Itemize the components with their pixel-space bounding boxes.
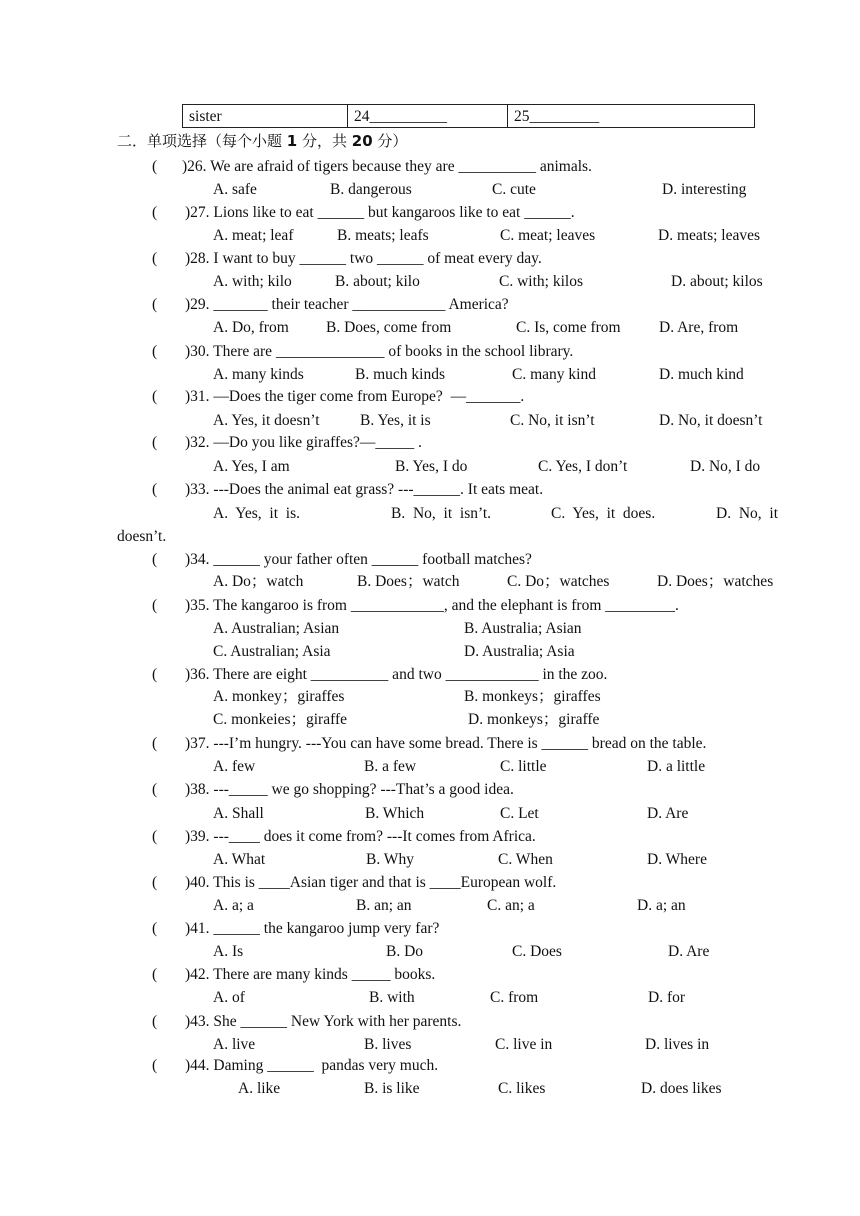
option-b[interactable]: B. an; an: [356, 897, 412, 914]
option-a[interactable]: A. a; a: [213, 897, 254, 914]
option-a[interactable]: A. Is: [213, 943, 244, 960]
option-b[interactable]: B. Yes, I do: [395, 458, 468, 475]
option-b[interactable]: B. Yes, it is: [360, 412, 431, 429]
question-stem: )43. She ______ New York with her parents.: [185, 1013, 462, 1030]
question-stem: )27. Lions like to eat ______ but kangaroos like to eat ______.: [185, 204, 575, 221]
option-c[interactable]: C. live in: [495, 1036, 553, 1053]
option-b[interactable]: B. Do: [386, 943, 424, 960]
question-stem: )39. ---____ does it come from? ---It comes from Africa.: [185, 828, 536, 845]
option-a[interactable]: A. many kinds: [213, 366, 304, 383]
option-b[interactable]: B. with: [369, 989, 415, 1006]
question-paren[interactable]: (: [152, 158, 158, 175]
option-b[interactable]: B. much kinds: [355, 366, 445, 383]
question-paren[interactable]: (: [152, 434, 158, 451]
option-c[interactable]: C. When: [498, 851, 553, 868]
question-stem: )31. —Does the tiger come from Europe? —_______.: [185, 388, 525, 405]
question-paren[interactable]: (: [152, 1057, 158, 1074]
question-paren[interactable]: (: [152, 666, 158, 683]
option-d[interactable]: D. Are, from: [659, 319, 739, 336]
question-paren[interactable]: (: [152, 1013, 158, 1030]
option-c[interactable]: C. many kind: [512, 366, 596, 383]
option-b[interactable]: B. a few: [364, 758, 417, 775]
section-heading-text: 二．单项选择（每个小题: [117, 132, 287, 150]
option-d[interactable]: D. No, I do: [690, 458, 761, 475]
option-c[interactable]: C. Yes, I don’t: [538, 458, 628, 475]
option-c[interactable]: C. little: [500, 758, 547, 775]
option-b[interactable]: B. Does, come from: [326, 319, 452, 336]
question-stem: )26. We are afraid of tigers because they are __________ animals.: [182, 158, 592, 175]
option-c[interactable]: C. Does: [512, 943, 562, 960]
option-c[interactable]: C. cute: [492, 181, 536, 198]
question-paren[interactable]: (: [152, 551, 158, 568]
question-stem: )34. ______ your father often ______ football matches?: [185, 551, 532, 568]
option-d[interactable]: D. No, it doesn’t: [659, 412, 763, 429]
section-heading-text: 分）: [372, 132, 408, 150]
option-c[interactable]: C. Do；watches: [507, 573, 610, 590]
option-a[interactable]: A. Yes, I am: [213, 458, 290, 475]
option-d[interactable]: D. monkeys；giraffe: [468, 711, 600, 728]
question-stem: )37. ---I’m hungry. ---You can have some bread. There is ______ bread on the table.: [185, 735, 707, 752]
section-heading-text: 分，共: [297, 132, 352, 150]
option-d[interactable]: D. Where: [647, 851, 707, 868]
option-c[interactable]: C. Is, come from: [516, 319, 621, 336]
question-paren[interactable]: (: [152, 781, 158, 798]
question-stem: )36. There are eight __________ and two ____________ in the zoo.: [185, 666, 608, 683]
option-b[interactable]: B. lives: [364, 1036, 412, 1053]
option-a[interactable]: A. live: [213, 1036, 256, 1053]
section-points: 1: [286, 132, 298, 150]
question-paren[interactable]: (: [152, 828, 158, 845]
option-d[interactable]: D. much kind: [659, 366, 744, 383]
option-a[interactable]: A. Shall: [213, 805, 264, 822]
question-stem: )30. There are ______________ of books in the school library.: [185, 343, 574, 360]
option-b[interactable]: B. Does；watch: [357, 573, 460, 590]
option-d[interactable]: D. Does；watches: [657, 573, 774, 590]
question-paren[interactable]: (: [152, 920, 158, 937]
option-d[interactable]: D. does likes: [641, 1080, 722, 1097]
table-cell: sister: [183, 105, 348, 128]
option-b[interactable]: B. Why: [366, 851, 414, 868]
question-stem: )41. ______ the kangaroo jump very far?: [185, 920, 440, 937]
option-d[interactable]: D. a; an: [637, 897, 686, 914]
question-stem: )44. Daming ______ pandas very much.: [185, 1057, 439, 1074]
option-b[interactable]: B. meats; leafs: [337, 227, 429, 244]
question-paren[interactable]: (: [152, 388, 158, 405]
option-d[interactable]: D. about; kilos: [671, 273, 763, 290]
answer-table: [182, 104, 755, 128]
option-b[interactable]: B. about; kilo: [335, 273, 420, 290]
option-b[interactable]: B. Which: [365, 805, 425, 822]
option-d[interactable]: D. interesting: [662, 181, 747, 198]
option-a[interactable]: A. safe: [213, 181, 257, 198]
table-cell: 24__________: [348, 105, 508, 128]
option-a[interactable]: A. with; kilo: [213, 273, 292, 290]
question-stem: )38. ---_____ we go shopping? ---That’s a good idea.: [185, 781, 514, 798]
section-total: 20: [351, 132, 373, 150]
option-a[interactable]: A. Do；watch: [213, 573, 304, 590]
question-paren[interactable]: (: [152, 481, 158, 498]
option-d[interactable]: D. lives in: [645, 1036, 710, 1053]
question-paren[interactable]: (: [152, 296, 158, 313]
question-paren[interactable]: (: [152, 735, 158, 752]
option-a[interactable]: A. meat; leaf: [213, 227, 294, 244]
option-a[interactable]: A. What: [213, 851, 266, 868]
option-d[interactable]: D. a little: [647, 758, 706, 775]
option-d-wrap: doesn’t.: [117, 528, 167, 545]
question-stem: )35. The kangaroo is from ____________, and the elephant is from _________.: [185, 597, 679, 614]
question-paren[interactable]: (: [152, 250, 158, 267]
section-heading: [117, 131, 407, 151]
question-paren[interactable]: (: [152, 874, 158, 891]
option-a[interactable]: A. Australian; Asian: [213, 620, 340, 637]
option-a[interactable]: A. Do, from: [213, 319, 289, 336]
table-cell: 25_________: [508, 105, 755, 128]
option-b[interactable]: B. is like: [364, 1080, 420, 1097]
option-b[interactable]: B. dangerous: [330, 181, 412, 198]
option-b[interactable]: B. monkeys；giraffes: [464, 688, 601, 705]
option-c[interactable]: C. an; a: [487, 897, 535, 914]
option-a[interactable]: A. like: [238, 1080, 281, 1097]
question-stem: )40. This is ____Asian tiger and that is ____European wolf.: [185, 874, 557, 891]
option-c[interactable]: C. from: [490, 989, 539, 1006]
option-a[interactable]: A. few: [213, 758, 256, 775]
question-stem: )29. _______ their teacher ____________ America?: [185, 296, 509, 313]
option-a[interactable]: A. Yes, it doesn’t: [213, 412, 320, 429]
option-d[interactable]: D. Australia; Asia: [464, 643, 575, 660]
question-stem: )33. ---Does the animal eat grass? ---______. It eats meat.: [185, 481, 544, 498]
option-b[interactable]: B. Australia; Asian: [464, 620, 582, 637]
option-c[interactable]: C. Let: [500, 805, 539, 822]
option-d[interactable]: D. meats; leaves: [658, 227, 761, 244]
option-a[interactable]: A. monkey；giraffes: [213, 688, 345, 705]
question-paren[interactable]: (: [152, 343, 158, 360]
option-d[interactable]: D. Are: [668, 943, 710, 960]
table-row: [183, 105, 755, 128]
question-paren[interactable]: (: [152, 966, 158, 983]
option-c[interactable]: C. Yes, it does.: [551, 505, 656, 522]
option-b[interactable]: B. No, it isn’t.: [391, 505, 492, 522]
option-d[interactable]: D. No, it: [716, 505, 778, 522]
option-c[interactable]: C. likes: [498, 1080, 546, 1097]
option-d[interactable]: D. Are: [647, 805, 689, 822]
question-stem: )28. I want to buy ______ two ______ of meat every day.: [185, 250, 542, 267]
option-c[interactable]: C. No, it isn’t: [510, 412, 595, 429]
question-stem: )42. There are many kinds _____ books.: [185, 966, 436, 983]
option-c[interactable]: C. monkeies；giraffe: [213, 711, 348, 728]
question-paren[interactable]: (: [152, 597, 158, 614]
option-c[interactable]: C. meat; leaves: [500, 227, 596, 244]
option-c[interactable]: C. Australian; Asia: [213, 643, 331, 660]
option-d[interactable]: D. for: [648, 989, 686, 1006]
question-paren[interactable]: (: [152, 204, 158, 221]
option-a[interactable]: A. of: [213, 989, 245, 1006]
option-c[interactable]: C. with; kilos: [499, 273, 583, 290]
question-stem: )32. —Do you like giraffes?—_____ .: [185, 434, 422, 451]
option-a[interactable]: A. Yes, it is.: [213, 505, 300, 522]
